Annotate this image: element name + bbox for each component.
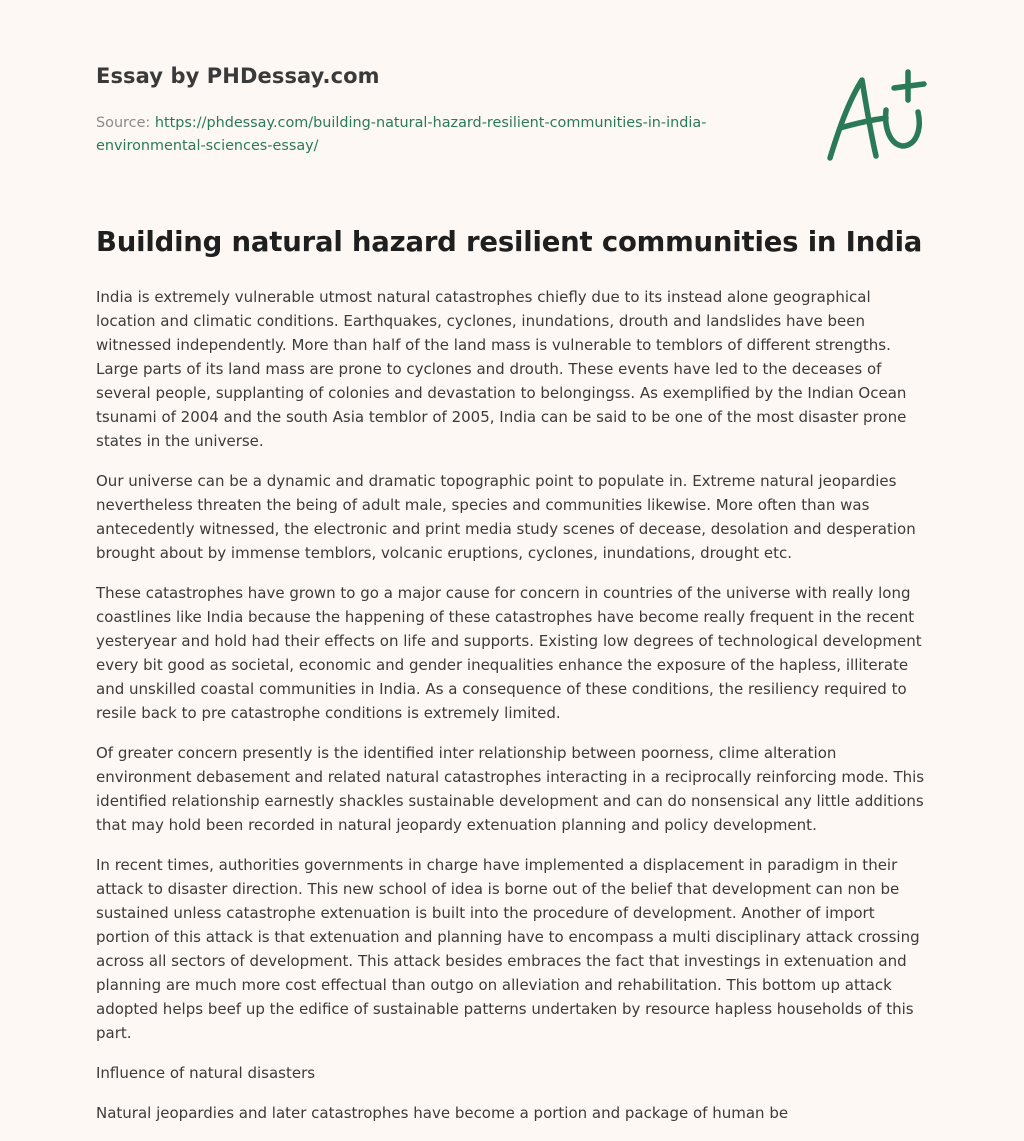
essay-paragraph: In recent times, authorities governments in charge have implemented a displacement in paradigm in their attack to disaster direction. This new school of idea is borne out of the belief that development can non be sustained unless catastrophe extenuation is built into the procedure of development. Another of import portion of this attack is that extenuation and planning have to encompass a multi disciplinary attack crossing across all sectors of development. This attack besides embraces the fact that investings in extenuation and planning are much more cost effectual than outgo on alleviation and rehabilitation. This bottom up attack adopted helps beef up the edifice of sustainable patterns undertaken by resource hapless households of this part. <box>96 856 920 1042</box>
essay-paragraph: Our universe can be a dynamic and dramatic topographic point to populate in. Extreme natural jeopardies nevertheless threaten the being of adult male, species and communities likewise. More often than was antecedently witnessed, the electronic and print media study scenes of decease, desolation and desperation brought about by immense temblors, volcanic eruptions, cyclones, inundations, drought etc. <box>96 472 916 562</box>
source-link[interactable]: https://phdessay.com/building-natural-hazard-resilient-communities-in-india-environmental-sciences-essay/ <box>96 115 707 154</box>
site-brand: Essay by PHDessay.com <box>96 64 380 88</box>
essay-title: Building natural hazard resilient communities in India <box>96 226 923 258</box>
section-subheading: Influence of natural disasters <box>96 1064 316 1082</box>
source-line <box>96 112 776 158</box>
a-plus-grade-icon <box>824 66 928 166</box>
essay-paragraph: Natural jeopardies and later catastrophes have become a portion and package of human be <box>96 1104 789 1122</box>
essay-paragraph: Of greater concern presently is the identified inter relationship between poorness, clime alteration environment debasement and related natural catastrophes interacting in a reciprocally reinforcing mode. This identified relationship earnestly shackles sustainable development and can do nonsensical any little additions that may hold been recorded in natural jeopardy extenuation planning and policy development. <box>96 744 925 834</box>
source-label: Source: <box>96 115 155 131</box>
essay-body <box>96 285 928 1141</box>
essay-paragraph: These catastrophes have grown to go a major cause for concern in countries of the universe with really long coastlines like India because the happening of these catastrophes have become really frequent in the recent yesteryear and hold had their effects on life and supports. Existing low degrees of technological development every bit good as societal, economic and gender inequalities enhance the exposure of the hapless, illiterate and unskilled coastal communities in India. As a consequence of these conditions, the resiliency required to resile back to pre catastrophe conditions is extremely limited. <box>96 584 922 722</box>
essay-paragraph: India is extremely vulnerable utmost natural catastrophes chiefly due to its instead alone geographical location and climatic conditions. Earthquakes, cyclones, inundations, drouth and landslides have been witnessed independently. More than half of the land mass is vulnerable to temblors of different strengths. Large parts of its land mass are prone to cyclones and drouth. These events have led to the deceases of several people, supplanting of colonies and devastation to belongingss. As exemplified by the Indian Ocean tsunami of 2004 and the south Asia temblor of 2005, India can be said to be one of the most disaster prone states in the universe. <box>96 288 907 450</box>
